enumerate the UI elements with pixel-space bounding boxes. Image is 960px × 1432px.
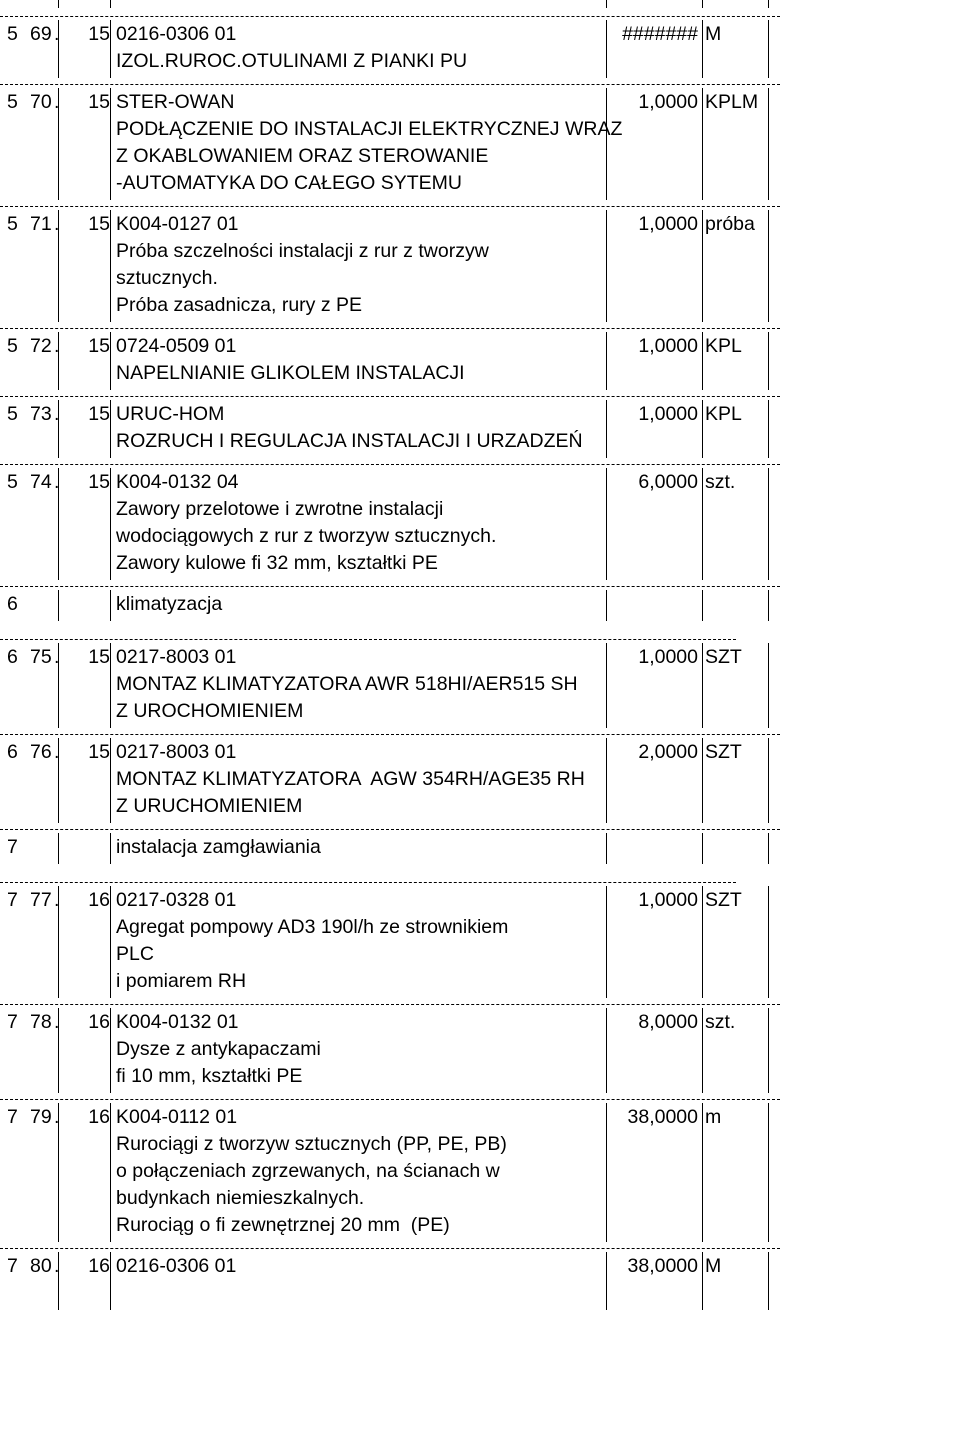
- description-line: PODŁĄCZENIE DO INSTALACJI ELEKTRYCZNEJ WRAZ: [116, 118, 623, 140]
- item-number: 76: [30, 741, 52, 763]
- position-code: K004-0132 04: [116, 471, 239, 493]
- column-rule: [58, 1103, 59, 1242]
- item-dot: .: [54, 335, 60, 357]
- column-rule: [110, 20, 111, 78]
- position-code: 0724-0509 01: [116, 335, 237, 357]
- position-code: K004-0112 01: [116, 1106, 238, 1128]
- position-code: 0216-0306 01: [116, 1255, 237, 1277]
- row-divider: [0, 84, 780, 85]
- column-rule: [768, 1252, 769, 1310]
- description-line: IZOL.RUROC.OTULINAMI Z PIANKI PU: [116, 50, 468, 72]
- description-line: Zawory kulowe fi 32 mm, kształtki PE: [116, 552, 438, 574]
- section-number: 6: [7, 646, 18, 668]
- unit: SZT: [705, 741, 742, 763]
- description-line: MONTAZ KLIMATYZATORA AGW 354RH/AGE35 RH: [116, 768, 585, 790]
- column-rule: [768, 0, 769, 8]
- item-dot: .: [54, 471, 60, 493]
- column-rule: [702, 590, 703, 621]
- item-number: 78: [30, 1011, 52, 1033]
- column-rule: [606, 400, 607, 458]
- item-dot: .: [54, 1255, 60, 1277]
- item-number: 69: [30, 23, 52, 45]
- row-divider: [0, 206, 780, 207]
- description-line: Próba zasadnicza, rury z PE: [116, 294, 363, 316]
- column-rule: [702, 833, 703, 864]
- row-divider: [0, 882, 736, 883]
- column-rule: [768, 332, 769, 390]
- section-title: klimatyzacja: [116, 593, 223, 615]
- unit: próba: [705, 213, 755, 235]
- column-rule: [606, 0, 607, 8]
- description-line: NAPELNIANIE GLIKOLEM INSTALACJI: [116, 362, 465, 384]
- unit: SZT: [705, 646, 742, 668]
- column-rule: [606, 468, 607, 580]
- description-line: Rurociągi z tworzyw sztucznych (PP, PE, PB): [116, 1133, 507, 1155]
- section-number: 6: [7, 741, 18, 763]
- column-rule: [110, 833, 111, 864]
- column-rule: [58, 20, 59, 78]
- section-number: 5: [7, 23, 18, 45]
- catalog-number: 15: [88, 646, 110, 668]
- column-rule: [110, 210, 111, 322]
- catalog-number: 15: [88, 471, 110, 493]
- description-line: Z UROCHOMIENIEM: [116, 700, 304, 722]
- section-title: instalacja zamgławiania: [116, 836, 321, 858]
- column-rule: [58, 210, 59, 322]
- item-number: 70: [30, 91, 52, 113]
- row-divider: [0, 464, 780, 465]
- quantity: 38,0000: [627, 1255, 698, 1277]
- quantity: 1,0000: [638, 213, 698, 235]
- section-number: 7: [7, 836, 18, 858]
- column-rule: [606, 1252, 607, 1310]
- column-rule: [110, 1252, 111, 1310]
- column-rule: [58, 0, 59, 8]
- unit: m: [705, 1106, 722, 1128]
- quantity: 1,0000: [638, 889, 698, 911]
- column-rule: [702, 88, 703, 200]
- row-divider: [0, 639, 736, 640]
- description-line: PLC: [116, 943, 154, 965]
- description-line: budynkach niemieszkalnych.: [116, 1187, 365, 1209]
- column-rule: [110, 738, 111, 823]
- column-rule: [702, 210, 703, 322]
- position-code: STER-OWAN: [116, 91, 235, 113]
- column-rule: [606, 20, 607, 78]
- unit: szt.: [705, 1011, 736, 1033]
- position-code: K004-0127 01: [116, 213, 239, 235]
- description-line: Z URUCHOMIENIEM: [116, 795, 303, 817]
- column-rule: [702, 1008, 703, 1093]
- position-code: K004-0132 01: [116, 1011, 239, 1033]
- column-rule: [702, 1252, 703, 1310]
- quantity: 6,0000: [638, 471, 698, 493]
- column-rule: [58, 886, 59, 998]
- catalog-number: 16: [88, 889, 110, 911]
- description-line: MONTAZ KLIMATYZATORA AWR 518HI/AER515 SH: [116, 673, 578, 695]
- unit: KPL: [705, 403, 742, 425]
- column-rule: [768, 886, 769, 998]
- quantity: 1,0000: [638, 335, 698, 357]
- column-rule: [606, 1103, 607, 1242]
- item-dot: .: [54, 889, 60, 911]
- catalog-number: 15: [88, 403, 110, 425]
- item-dot: .: [54, 1011, 60, 1033]
- unit: M: [705, 1255, 722, 1277]
- column-rule: [768, 590, 769, 621]
- item-number: 71: [30, 213, 52, 235]
- column-rule: [702, 738, 703, 823]
- item-dot: .: [54, 646, 60, 668]
- quantity: 38,0000: [627, 1106, 698, 1128]
- unit: szt.: [705, 471, 736, 493]
- catalog-number: 15: [88, 213, 110, 235]
- column-rule: [58, 1008, 59, 1093]
- item-number: 79: [30, 1106, 52, 1128]
- description-line: Z OKABLOWANIEM ORAZ STEROWANIE: [116, 145, 489, 167]
- item-dot: .: [54, 91, 60, 113]
- catalog-number: 15: [88, 91, 110, 113]
- section-number: 5: [7, 213, 18, 235]
- column-rule: [58, 88, 59, 200]
- description-line: Dysze z antykapaczami: [116, 1038, 321, 1060]
- column-rule: [110, 1103, 111, 1242]
- item-number: 74: [30, 471, 52, 493]
- column-rule: [606, 643, 607, 728]
- column-rule: [768, 20, 769, 78]
- column-rule: [606, 332, 607, 390]
- column-rule: [58, 400, 59, 458]
- column-rule: [606, 1008, 607, 1093]
- column-rule: [768, 88, 769, 200]
- section-number: 5: [7, 335, 18, 357]
- row-divider: [0, 1004, 780, 1005]
- section-number: 5: [7, 91, 18, 113]
- section-number: 7: [7, 889, 18, 911]
- item-dot: .: [54, 23, 60, 45]
- row-divider: [0, 1099, 780, 1100]
- item-dot: .: [54, 741, 60, 763]
- item-number: 73: [30, 403, 52, 425]
- section-number: 6: [7, 593, 18, 615]
- column-rule: [58, 833, 59, 864]
- position-code: 0217-8003 01: [116, 646, 237, 668]
- section-number: 7: [7, 1011, 18, 1033]
- column-rule: [58, 468, 59, 580]
- quantity: 1,0000: [638, 646, 698, 668]
- catalog-number: 16: [88, 1255, 110, 1277]
- column-rule: [702, 400, 703, 458]
- description-line: ROZRUCH I REGULACJA INSTALACJI I URZADZEŃ: [116, 430, 583, 452]
- column-rule: [606, 590, 607, 621]
- column-rule: [110, 643, 111, 728]
- column-rule: [606, 738, 607, 823]
- description-line: Agregat pompowy AD3 190l/h ze strownikiem: [116, 916, 509, 938]
- column-rule: [768, 1008, 769, 1093]
- item-number: 72: [30, 335, 52, 357]
- column-rule: [58, 643, 59, 728]
- quantity: 1,0000: [638, 403, 698, 425]
- description-line: fi 10 mm, kształtki PE: [116, 1065, 303, 1087]
- row-divider: [0, 734, 780, 735]
- column-rule: [702, 332, 703, 390]
- column-rule: [58, 1252, 59, 1310]
- column-rule: [768, 210, 769, 322]
- row-divider: [0, 1248, 780, 1249]
- section-number: 7: [7, 1255, 18, 1277]
- column-rule: [702, 1103, 703, 1242]
- row-divider: [0, 586, 780, 587]
- column-rule: [606, 886, 607, 998]
- column-rule: [58, 738, 59, 823]
- item-number: 77: [30, 889, 52, 911]
- column-rule: [702, 886, 703, 998]
- position-code: 0217-8003 01: [116, 741, 237, 763]
- quantity: 8,0000: [638, 1011, 698, 1033]
- column-rule: [702, 643, 703, 728]
- quantity: 2,0000: [638, 741, 698, 763]
- row-divider: [0, 16, 780, 17]
- item-number: 75: [30, 646, 52, 668]
- row-divider: [0, 829, 780, 830]
- catalog-number: 16: [88, 1011, 110, 1033]
- column-rule: [110, 1008, 111, 1093]
- unit: M: [705, 23, 722, 45]
- column-rule: [768, 833, 769, 864]
- column-rule: [110, 88, 111, 200]
- column-rule: [702, 0, 703, 8]
- catalog-number: 16: [88, 1106, 110, 1128]
- item-dot: .: [54, 403, 60, 425]
- description-line: Rurociąg o fi zewnętrznej 20 mm (PE): [116, 1214, 450, 1236]
- unit: SZT: [705, 889, 742, 911]
- column-rule: [768, 643, 769, 728]
- row-divider: [0, 396, 780, 397]
- column-rule: [110, 468, 111, 580]
- position-code: 0217-0328 01: [116, 889, 237, 911]
- description-line: i pomiarem RH: [116, 970, 247, 992]
- catalog-number: 15: [88, 23, 110, 45]
- column-rule: [110, 886, 111, 998]
- row-divider: [0, 328, 780, 329]
- column-rule: [606, 88, 607, 200]
- item-dot: .: [54, 1106, 60, 1128]
- column-rule: [110, 590, 111, 621]
- column-rule: [702, 468, 703, 580]
- item-dot: .: [54, 213, 60, 235]
- unit: KPLM: [705, 91, 759, 113]
- column-rule: [110, 400, 111, 458]
- column-rule: [110, 0, 111, 8]
- description-line: Zawory przelotowe i zwrotne instalacji: [116, 498, 444, 520]
- unit: KPL: [705, 335, 742, 357]
- catalog-number: 15: [88, 335, 110, 357]
- quantity: 1,0000: [638, 91, 698, 113]
- column-rule: [606, 833, 607, 864]
- column-rule: [702, 20, 703, 78]
- column-rule: [768, 400, 769, 458]
- position-code: URUC-HOM: [116, 403, 225, 425]
- column-rule: [768, 1103, 769, 1242]
- column-rule: [58, 590, 59, 621]
- description-line: -AUTOMATYKA DO CAŁEGO SYTEMU: [116, 172, 463, 194]
- column-rule: [768, 468, 769, 580]
- description-line: o połączeniach zgrzewanych, na ścianach w: [116, 1160, 500, 1182]
- description-line: sztucznych.: [116, 267, 218, 289]
- column-rule: [110, 332, 111, 390]
- column-rule: [606, 210, 607, 322]
- column-rule: [58, 332, 59, 390]
- position-code: 0216-0306 01: [116, 23, 237, 45]
- section-number: 5: [7, 471, 18, 493]
- column-rule: [768, 738, 769, 823]
- description-line: Próba szczelności instalacji z rur z tworzyw: [116, 240, 489, 262]
- quantity: #######: [622, 23, 698, 45]
- item-number: 80: [30, 1255, 52, 1277]
- section-number: 7: [7, 1106, 18, 1128]
- description-line: wodociągowych z rur z tworzyw sztucznych.: [116, 525, 497, 547]
- catalog-number: 15: [88, 741, 110, 763]
- section-number: 5: [7, 403, 18, 425]
